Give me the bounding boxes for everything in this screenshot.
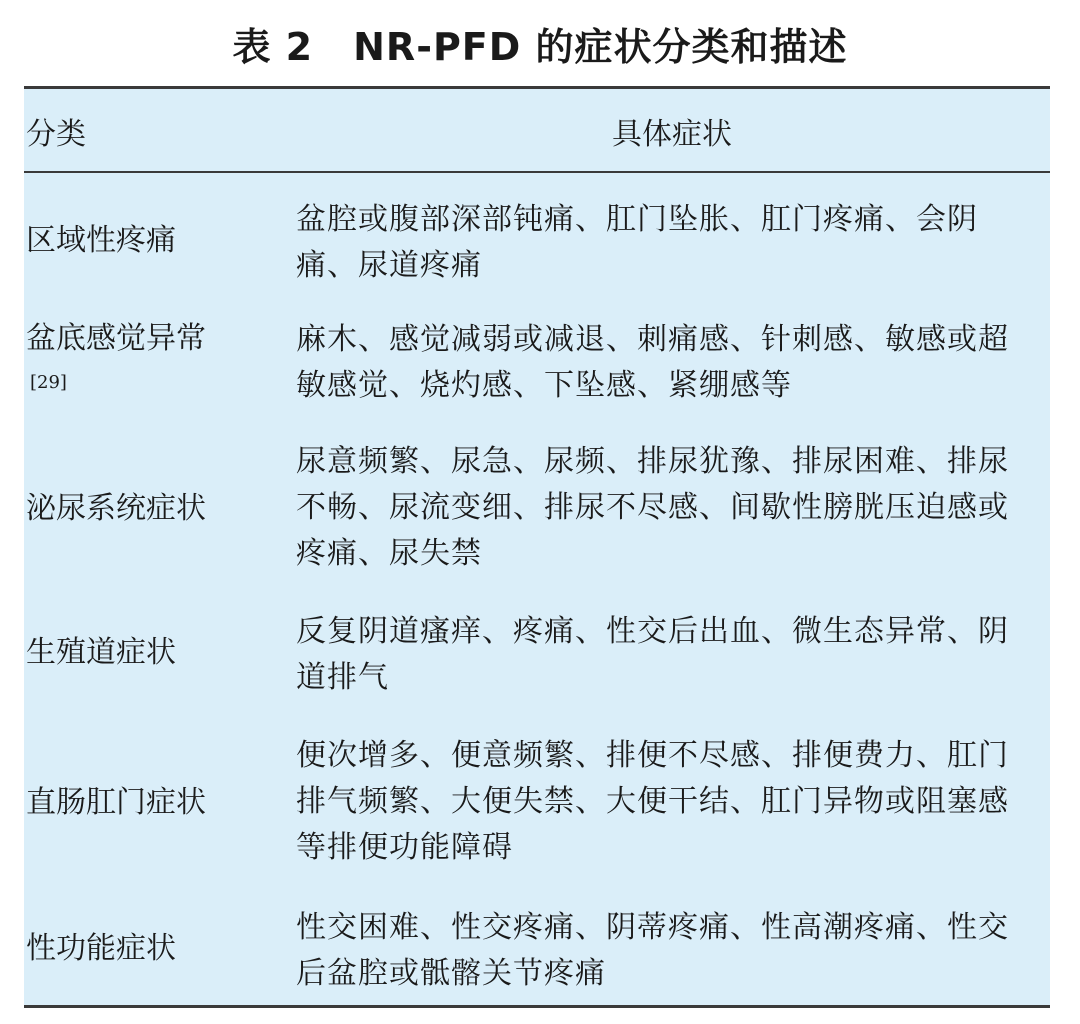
table-number: 表 2 <box>232 25 314 69</box>
reference-citation: [29] <box>30 372 67 393</box>
table-title: NR-PFD 的症状分类和描述 <box>353 25 848 69</box>
row-symptoms: 性交困难、性交疼痛、阴蒂疼痛、性高潮疼痛、性交后盆腔或骶髂关节疼痛 <box>296 910 1009 991</box>
row-symptoms: 尿意频繁、尿急、尿频、排尿犹豫、排尿困难、排尿不畅、尿流变细、排尿不尽感、间歇性膀胱压迫感或疼痛、尿失禁 <box>296 444 1009 571</box>
table-row <box>24 609 1050 701</box>
table-row <box>24 439 1050 577</box>
row-category: 性功能症状 <box>26 931 176 966</box>
symptom-table <box>24 86 1050 1008</box>
row-category: 泌尿系统症状 <box>26 491 206 526</box>
row-symptoms: 反复阴道瘙痒、疼痛、性交后出血、微生态异常、阴道排气 <box>296 614 1009 695</box>
header-category: 分类 <box>26 117 86 152</box>
row-symptoms: 便次增多、便意频繁、排便不尽感、排便费力、肛门排气频繁、大便失禁、大便干结、肛门异物或阻塞感等排便功能障碍 <box>296 738 1009 865</box>
row-category: 盆底感觉异常[29] <box>26 321 206 393</box>
row-category: 直肠肛门症状 <box>26 785 206 820</box>
row-category: 区域性疼痛 <box>26 223 176 258</box>
table-row <box>24 197 1050 283</box>
table-header-row <box>24 89 1050 173</box>
header-symptoms: 具体症状 <box>612 117 732 152</box>
row-symptoms: 麻木、感觉减弱或减退、刺痛感、针刺感、敏感或超敏感觉、烧灼感、下坠感、紧绷感等 <box>296 322 1009 403</box>
table-row <box>24 317 1050 405</box>
table-row <box>24 905 1050 997</box>
table-row <box>24 733 1050 871</box>
row-symptoms: 盆腔或腹部深部钝痛、肛门坠胀、肛门疼痛、会阴痛、尿道疼痛 <box>296 202 978 283</box>
table-caption <box>0 22 1080 72</box>
row-category: 生殖道症状 <box>26 635 176 670</box>
